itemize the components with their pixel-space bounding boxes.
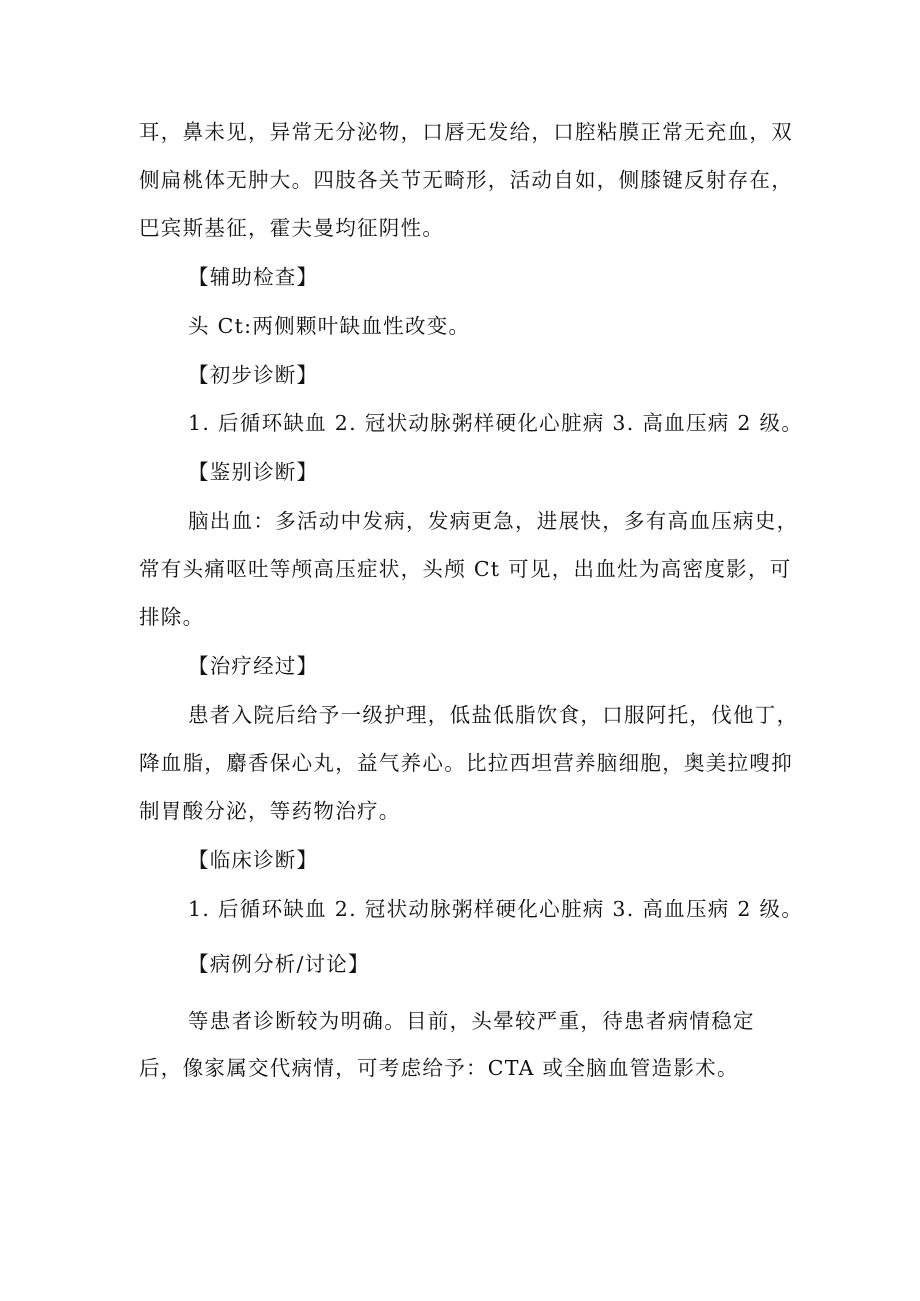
exam-text-line-1: 耳，鼻未见，异常无分泌物，口唇无发给，口腔粘膜正常无充血，双 [139,120,793,144]
treatment-text-line-3: 制胃酸分泌，等药物治疗。 [139,799,401,823]
exam-text-line-3: 巴宾斯基征，霍夫曼均征阴性。 [139,216,445,240]
differential-text-line-3: 排除。 [139,605,205,629]
prelim-diagnosis-heading: 【初步诊断】 [188,363,319,387]
treatment-heading: 【治疗经过】 [188,654,319,678]
clinical-diagnosis-heading: 【临床诊断】 [188,848,319,872]
treatment-text-line-1: 患者入院后给予一级护理，低盐低脂饮食，口服阿托，伐他丁， [188,703,799,727]
prelim-diagnosis-text: 1. 后循环缺血 2. 冠状动脉粥样硬化心脏病 3. 高血压病 2 级。 [188,411,804,435]
aux-exam-text: 头 Ct:两侧颗叶缺血性改变。 [188,314,471,338]
exam-text-line-2: 侧扁桃体无肿大。四肢各关节无畸形，活动自如，侧膝键反射存在， [139,168,793,192]
differential-heading: 【鉴别诊断】 [188,460,319,484]
aux-exam-heading: 【辅助检查】 [188,265,319,289]
treatment-text-line-2: 降血脂，麝香保心丸，益气养心。比拉西坦营养脑细胞，奥美拉嗖抑 [139,751,793,775]
discussion-text-line-1: 等患者诊断较为明确。目前，头晕较严重，待患者病情稳定 [188,1009,755,1033]
discussion-text-line-2: 后，像家属交代病情，可考虑给予：CTA 或全脑血管造影术。 [139,1056,739,1080]
clinical-diagnosis-text: 1. 后循环缺血 2. 冠状动脉粥样硬化心脏病 3. 高血压病 2 级。 [188,897,804,921]
differential-text-line-1: 脑出血：多活动中发病，发病更急，进展快，多有高血压病史， [188,509,799,533]
differential-text-line-2: 常有头痛呕吐等颅高压症状，头颅 Ct 可见，出血灶为高密度影，可 [139,557,792,581]
discussion-heading: 【病例分析/讨论】 [188,952,370,976]
